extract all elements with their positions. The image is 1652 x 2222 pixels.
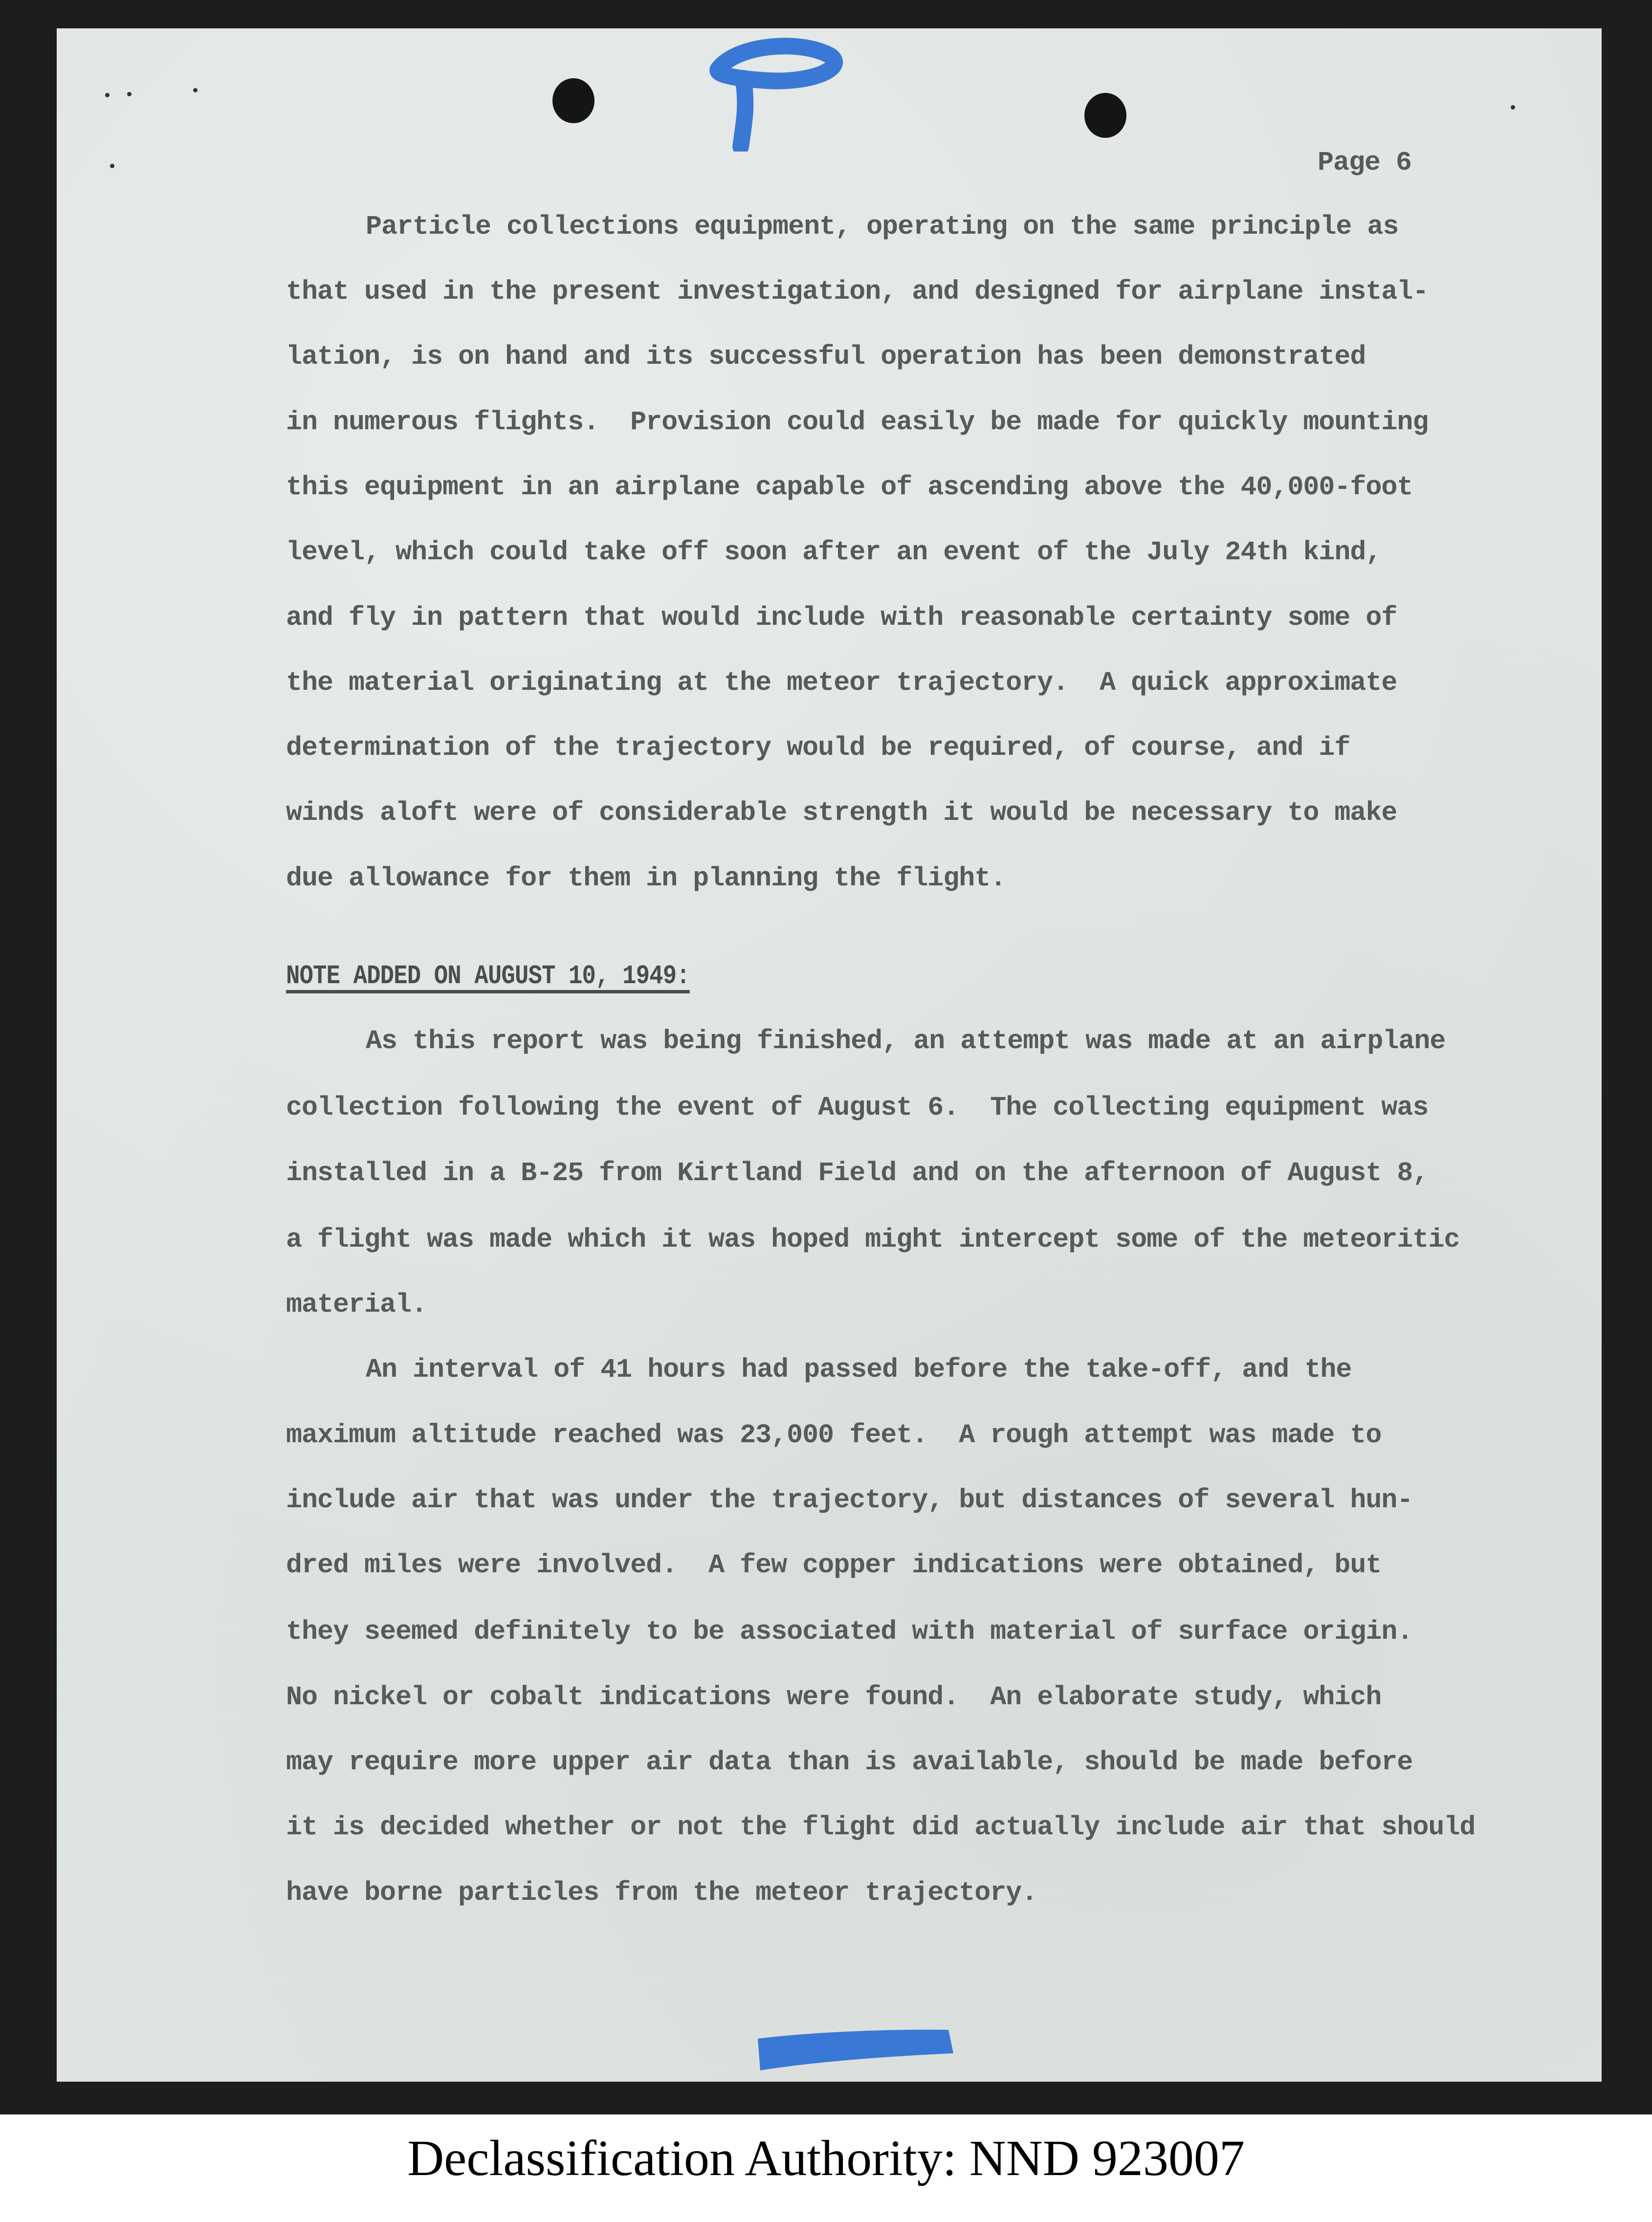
text-line: have borne particles from the meteor trajectory. (286, 1877, 1037, 1908)
text-line: it is decided whether or not the flight did actually include air that should (286, 1812, 1476, 1843)
blue-marker-mark-top (684, 29, 880, 152)
punch-hole (552, 78, 595, 123)
text-line: due allowance for them in planning the flight. (286, 863, 1006, 894)
text-line: lation, is on hand and its successful operation has been demonstrated (286, 341, 1366, 372)
text-line: in numerous flights. Provision could easily be made for quickly mounting (286, 407, 1429, 438)
text-line: may require more upper air data than is available, should be made before (286, 1747, 1413, 1778)
text-line: material. (286, 1289, 427, 1320)
text-line: As this report was being finished, an attempt was made at an airplane (366, 1026, 1446, 1056)
speck (110, 164, 114, 168)
blue-marker-bottom (743, 2019, 968, 2088)
speck (127, 92, 132, 96)
speck (105, 93, 110, 97)
punch-hole (1084, 93, 1126, 138)
text-line: An interval of 41 hours had passed before the take-off, and the (366, 1354, 1352, 1385)
text-line: determination of the trajectory would be required, of course, and if (286, 732, 1350, 763)
text-line: installed in a B-25 from Kirtland Field and on the afternoon of August 8, (286, 1158, 1429, 1188)
text-line: they seemed definitely to be associated with material of surface origin. (286, 1616, 1413, 1647)
text-line: and fly in pattern that would include with reasonable certainty some of (286, 602, 1397, 633)
text-line: level, which could take off soon after an event of the July 24th kind, (286, 537, 1382, 568)
text-line: include air that was under the trajectory, but distances of several hun- (286, 1485, 1413, 1516)
speck (1511, 105, 1515, 110)
text-line: No nickel or cobalt indications were found. An elaborate study, which (286, 1682, 1382, 1713)
declassification-caption: Declassification Authority: NND 923007 (407, 2130, 1245, 2186)
text-line: that used in the present investigation, and designed for airplane instal- (286, 276, 1429, 307)
text-line: the material originating at the meteor trajectory. A quick approximate (286, 667, 1397, 698)
text-line: collection following the event of August 6. The collecting equipment was (286, 1092, 1429, 1123)
speck (193, 88, 198, 92)
text-line: dred miles were involved. A few copper indications were obtained, but (286, 1550, 1382, 1581)
page-number: Page 6 (1318, 147, 1412, 178)
note-heading: NOTE ADDED ON AUGUST 10, 1949: (286, 961, 690, 991)
text-line: winds aloft were of considerable strength it would be necessary to make (286, 797, 1397, 828)
text-line: this equipment in an airplane capable of ascending above the 40,000-foot (286, 472, 1413, 503)
text-line: a flight was made which it was hoped might intercept some of the meteoritic (286, 1224, 1460, 1255)
text-line: Particle collections equipment, operating on the same principle as (366, 211, 1399, 242)
text-line: maximum altitude reached was 23,000 feet. A rough attempt was made to (286, 1420, 1382, 1451)
